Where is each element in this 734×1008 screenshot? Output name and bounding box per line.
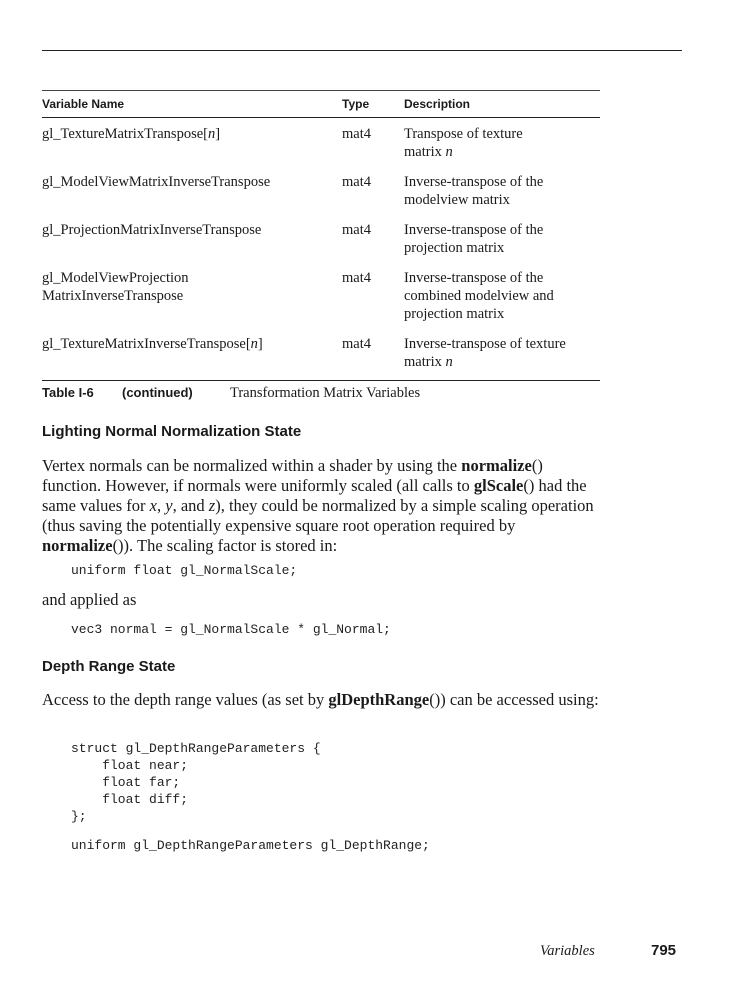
section-heading-depth-range: Depth Range State [42, 658, 176, 675]
variable-name-cell: gl_TextureMatrixInverseTranspose[n] [42, 336, 263, 352]
header-variable-name: Variable Name [42, 97, 125, 111]
code-depth-range-uniform: uniform gl_DepthRangeParameters gl_DepthRange; [71, 838, 430, 853]
table-row [42, 221, 600, 257]
description-cell: Transpose of texture matrix n [404, 126, 523, 160]
table-row [42, 335, 600, 371]
depth-range-paragraph: Access to the depth range values (as set by glDepthRange()) can be accessed using: [42, 690, 599, 709]
table-body [42, 118, 600, 371]
page-number: 795 [651, 942, 677, 959]
table-caption [42, 385, 420, 402]
top-rule [42, 50, 682, 51]
table-row [42, 125, 600, 161]
caption-label: Table I-6 [42, 385, 94, 400]
table-row [42, 269, 600, 323]
caption-continued: (continued) [122, 385, 193, 400]
type-cell: mat4 [342, 222, 371, 238]
table-header [42, 91, 600, 118]
header-description: Description [404, 97, 471, 111]
caption-title: Transformation Matrix Variables [230, 385, 421, 401]
code-normal-scale: uniform float gl_NormalScale; [71, 563, 298, 578]
footer-section-title: Variables [540, 943, 595, 959]
description-cell: Inverse-transpose of the projection matrix [404, 222, 544, 256]
description-cell: Inverse-transpose of texture matrix n [404, 336, 566, 370]
type-cell: mat4 [342, 126, 371, 142]
type-cell: mat4 [342, 174, 371, 190]
type-cell: mat4 [342, 270, 371, 286]
table-bottom-rule [42, 380, 600, 381]
variable-name-cell: gl_ProjectionMatrixInverseTranspose [42, 222, 262, 238]
code-depth-range-struct: struct gl_DepthRangeParameters { float near; float far; float diff; }; [71, 741, 321, 824]
transformation-matrix-table [42, 90, 600, 381]
variable-name-cell: gl_TextureMatrixTranspose[n] [42, 126, 221, 142]
type-cell: mat4 [342, 336, 371, 352]
code-normal-apply: vec3 normal = gl_NormalScale * gl_Normal; [71, 622, 391, 637]
lighting-paragraph: Vertex normals can be normalized within a shader by using the normalize() function. However, if normals were uniformly scaled (all calls to glScale() had the same values for x, y, and z), they could be normalized by a simple scaling operation (thus saving the potentially expensive square root operation required by normalize()). The scaling factor is stored in: [42, 456, 594, 555]
variable-name-cell: gl_ModelViewProjection MatrixInverseTranspose [42, 270, 189, 304]
section-heading-lighting: Lighting Normal Normalization State [42, 423, 302, 440]
variable-name-cell: gl_ModelViewMatrixInverseTranspose [42, 174, 271, 190]
applied-as-paragraph: and applied as [42, 590, 137, 609]
description-cell: Inverse-transpose of the modelview matrix [404, 174, 544, 208]
description-cell: Inverse-transpose of the combined modelview and projection matrix [404, 270, 554, 322]
header-type: Type [342, 97, 370, 111]
table-row [42, 173, 600, 209]
